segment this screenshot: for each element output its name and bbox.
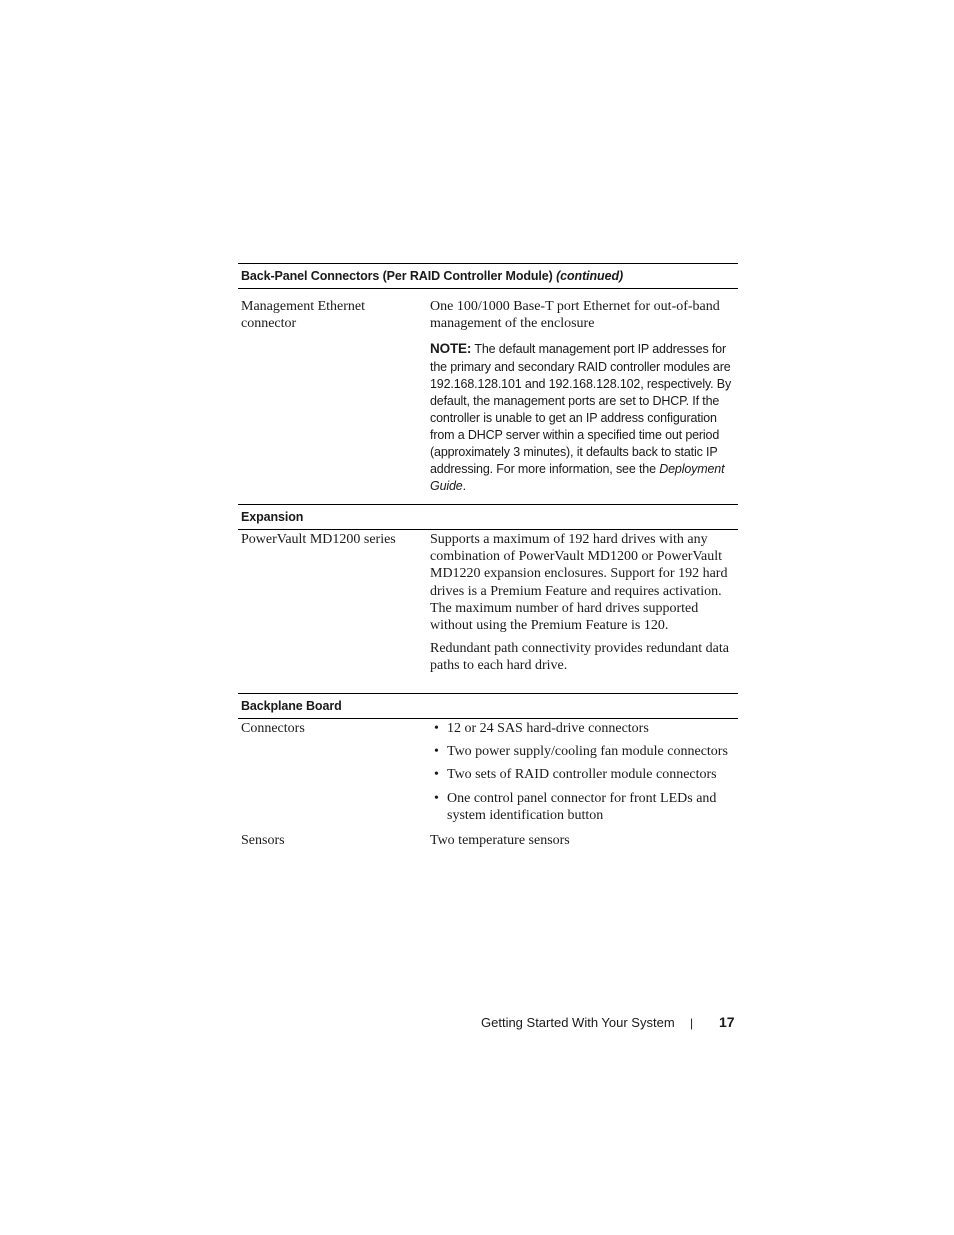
- row-description: Two temperature sensors: [430, 833, 570, 849]
- row-description: Supports a maximum of 192 hard drives with any combination of PowerVault MD1200 or PowerVault MD1220 expansion enclosures. Support for 192 hard drives is a Premium Feature and requires activation. The maximum number of hard drives supported without using the Premium Feature is 120.: [430, 532, 728, 634]
- list-item: [430, 790, 736, 824]
- section-title: Backplane Board: [241, 699, 342, 713]
- list-item: [430, 720, 736, 737]
- row-value: [430, 531, 736, 675]
- list-item-text: Two sets of RAID controller module connectors: [447, 767, 717, 783]
- bullet-icon: •: [434, 790, 439, 806]
- section-header-expansion: [238, 505, 738, 530]
- connector-list: [430, 720, 736, 824]
- row-label: Connectors: [241, 721, 305, 736]
- deployment-guide-reference: Deployment Guide: [430, 462, 725, 494]
- row-description: One 100/1000 Base-T port Ethernet for out-of-band management of the enclosure: [430, 299, 720, 332]
- table-row-connectors: [238, 719, 738, 824]
- list-item: [430, 766, 736, 783]
- row-value: [430, 298, 736, 495]
- section-title: Back-Panel Connectors (Per RAID Controller Module): [241, 269, 553, 283]
- bullet-icon: •: [434, 767, 439, 783]
- table-row-management-ethernet: [238, 289, 738, 504]
- note-label: NOTE:: [430, 341, 472, 357]
- section-title: Expansion: [241, 510, 304, 524]
- specifications-table: [238, 263, 738, 849]
- row-label: Sensors: [241, 833, 285, 849]
- note-text: The default management port IP addresses for the primary and secondary RAID controller modules are 192.168.128.101 and 192.168.128.102, respectively. By default, the management ports are set to DHCP. If the controller is unable to get an IP address configuration from a DHCP server within a specified time out period (approximately 3 minutes), it defaults back to static IP addressing. For more information, see the: [430, 342, 732, 477]
- note-block: [430, 340, 736, 495]
- list-item-text: Two power supply/cooling fan module connectors: [447, 744, 728, 760]
- bullet-icon: •: [434, 721, 439, 736]
- list-item-text: One control panel connector for front LEDs and system identification button: [447, 790, 717, 823]
- list-item: [430, 743, 736, 760]
- page-number: 17: [719, 1014, 735, 1030]
- continued-label: (continued): [556, 269, 624, 283]
- list-item-text: 12 or 24 SAS hard-drive connectors: [447, 721, 649, 736]
- note-end: .: [462, 479, 466, 494]
- row-label: Management Ethernet connector: [241, 299, 366, 331]
- row-value: [430, 832, 736, 849]
- row-value: [430, 720, 736, 824]
- table-row-sensors: [238, 830, 738, 849]
- section-header-backplane: [238, 694, 738, 719]
- table-row-powervault: [238, 530, 738, 693]
- section-header-back-panel: [238, 264, 738, 289]
- row-label: PowerVault MD1200 series: [241, 532, 396, 547]
- bullet-icon: •: [434, 744, 439, 760]
- footer-title: Getting Started With Your System: [481, 1015, 675, 1030]
- row-description-secondary: Redundant path connectivity provides redundant data paths to each hard drive.: [430, 641, 729, 674]
- footer-separator: |: [690, 1016, 694, 1030]
